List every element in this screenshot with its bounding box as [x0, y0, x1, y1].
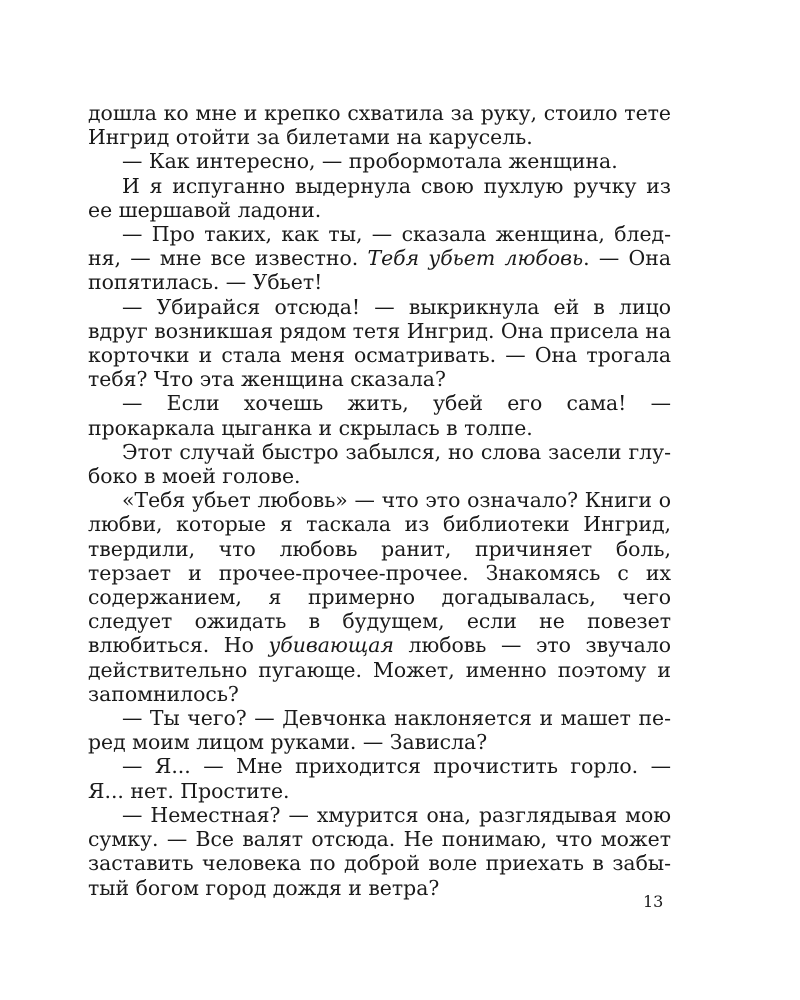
paragraph — [88, 174, 671, 222]
paragraph — [88, 440, 671, 488]
page-number: 13 — [643, 892, 664, 911]
italic-text: Тебя убьет любовь — [367, 246, 584, 271]
paragraph — [88, 295, 671, 392]
paragraph — [88, 222, 671, 295]
page-text — [88, 101, 671, 900]
paragraph — [88, 803, 671, 900]
paragraph-text: — Убирайся отсюда! — выкрикнула ей в лицо вдруг возникшая рядом тетя Ингрид. Она присела на корточки и стала меня осматривать. — Она трогала тебя? Что эта женщина сказала? — [88, 294, 671, 392]
paragraph-text: дошла ко мне и крепко схватила за руку, стоило тете Ингрид отойти за билетами на карусель. — [88, 101, 671, 150]
paragraph-text: любовь — это звучало действительно пугающе. Может, именно поэтому и запомнилось? — [88, 633, 671, 706]
paragraph-text: — Я... — Мне приходится прочистить горло. — Я... нет. Простите. — [88, 754, 671, 803]
paragraph-text: — Ты чего? — Девчонка наклоняется и машет перед моим лицом руками. — Зависла? — [88, 706, 671, 755]
italic-text: убивающая — [268, 633, 394, 658]
paragraph-text: — Как интересно, — пробормотала женщина. — [122, 149, 618, 174]
paragraph-text: — Если хочешь жить, убей его сама! — прокаркала цыганка и скрылась в толпе. — [88, 391, 671, 440]
paragraph — [88, 754, 671, 802]
paragraph-text: — Неместная? — хмурится она, разглядывая мою сумку. — Все валят отсюда. Не понимаю, что может заставить человека по доброй воле приехать в забытый богом город дождя и ветра? — [88, 802, 671, 900]
paragraph — [88, 706, 671, 754]
paragraph-text: И я испуганно выдернула свою пухлую ручку из ее шершавой ладони. — [88, 173, 671, 222]
paragraph-text: Этот случай быстро забылся, но слова засели глубоко в моей голове. — [88, 439, 671, 489]
paragraph-text: — Про таких, как ты, — сказала женщина, бледня, — мне все известно. — [88, 222, 671, 271]
paragraph-text: . — Она попятилась. — Убьет! — [88, 246, 671, 295]
paragraph-text: «Тебя убьет любовь» — что это означало? Книги о любви, которые я таскала из библиотеки Ингрид, твердили, что любовь ранит, причиняет боль, терзает и прочее-прочее-прочее. Знакомясь с их содержанием, я примерно догадывалась, чего следует ожидать в будущем, если не повезет влюбиться. Но — [88, 488, 671, 658]
paragraph — [88, 149, 671, 173]
paragraph — [88, 488, 671, 706]
paragraph — [88, 391, 671, 439]
paragraph — [88, 101, 671, 149]
